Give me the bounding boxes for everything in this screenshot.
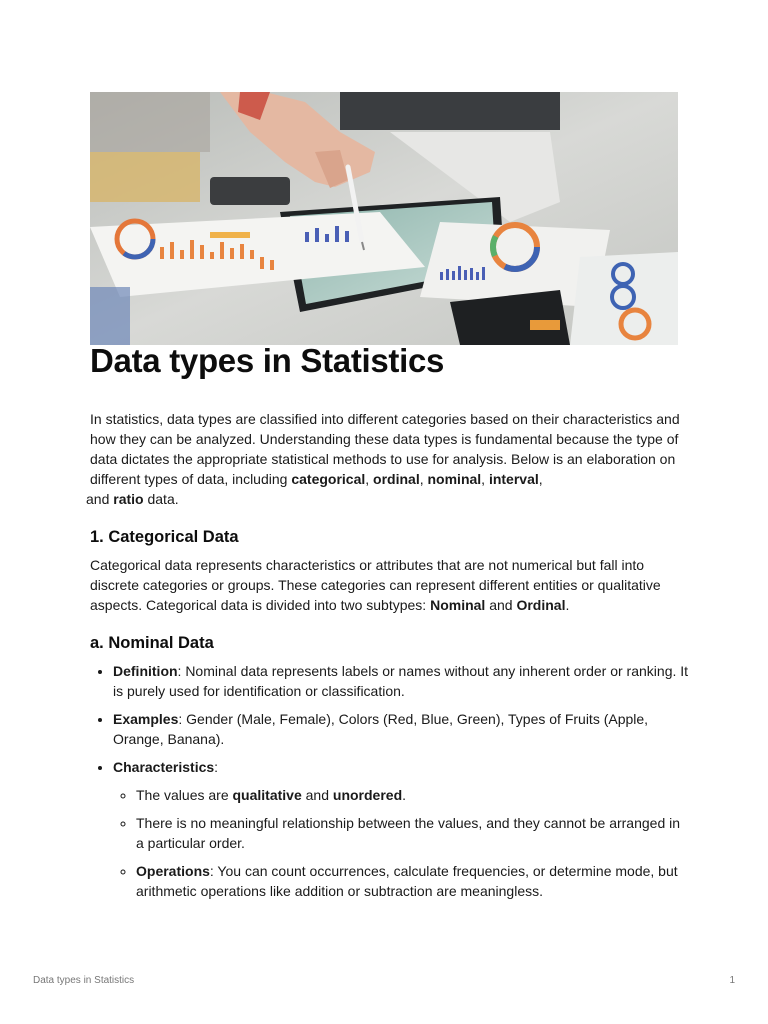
page-title: Data types in Statistics <box>90 342 445 379</box>
term-unordered: unordered <box>332 787 403 803</box>
examples-label: Examples <box>113 711 179 727</box>
categorical-text: Categorical data represents characteristics or attributes that are not numerical but fall into discrete categories or groups. These categories can represent different entities or qualitative aspects. Categorical data is divided into two subtypes: <box>90 557 661 613</box>
operations-label: Operations <box>136 863 210 879</box>
sublist-item-operations <box>136 861 690 901</box>
term-qualitative: qualitative <box>232 787 302 803</box>
hero-image <box>90 92 678 345</box>
separator: , <box>365 471 374 487</box>
characteristics-sublist <box>113 785 690 901</box>
list-item-examples <box>113 709 690 749</box>
separator: , <box>538 471 543 487</box>
term-ordinal-bold: Ordinal <box>516 597 566 613</box>
section-heading-nominal: a. Nominal Data <box>90 634 214 652</box>
separator: , <box>481 471 489 487</box>
definition-text: : Nominal data represents labels or names without any inherent order or ranking. It is purely used for identification or classification. <box>113 663 689 699</box>
document-body <box>86 409 690 909</box>
list-item-characteristics <box>113 757 690 901</box>
characteristics-label: Characteristics <box>113 759 215 775</box>
separator: , <box>419 471 428 487</box>
term-nominal: nominal <box>427 471 482 487</box>
sublist-item-qualitative <box>136 785 690 805</box>
categorical-paragraph <box>90 555 690 615</box>
list-item-definition <box>113 661 690 701</box>
c1-prefix: The values are <box>136 787 233 803</box>
term-categorical: categorical <box>291 471 366 487</box>
nominal-list <box>90 661 690 901</box>
period: . <box>565 597 570 613</box>
term-ratio: ratio <box>113 491 144 507</box>
conjunction: and <box>86 491 114 507</box>
intro-end: data. <box>143 491 179 507</box>
section-heading-categorical: 1. Categorical Data <box>90 528 239 546</box>
intro-text: In statistics, data types are classified into different categories based on their characteristics and how they can be analyzed. Understanding these data types is fundamental because the type of data dictates the appropriate statistical methods to use for analysis. Below is an elaboration on different types of data, including <box>90 411 680 487</box>
intro-paragraph <box>86 409 690 509</box>
sublist-item-no-relationship: ◦ There is no meaningful relationship between the values, and they cannot be arranged in a particular order. <box>136 813 690 853</box>
term-ordinal: ordinal <box>373 471 420 487</box>
term-interval: interval <box>488 471 539 487</box>
hero-photo-illustration <box>90 92 678 345</box>
footer-page-number: 1 <box>729 975 735 986</box>
footer-document-title: Data types in Statistics <box>33 975 135 986</box>
colon: : <box>214 759 219 775</box>
term-nominal-bold: Nominal <box>430 597 486 613</box>
conjunction: and <box>301 787 333 803</box>
conjunction: and <box>485 597 517 613</box>
definition-label: Definition <box>113 663 178 679</box>
examples-text: : Gender (Male, Female), Colors (Red, Blue, Green), Types of Fruits (Apple, Orange, Banana). <box>113 711 649 747</box>
period: . <box>402 787 407 803</box>
operations-text: : You can count occurrences, calculate frequencies, or determine mode, but arithmetic operations like addition or subtraction are meaningless. <box>136 863 678 899</box>
